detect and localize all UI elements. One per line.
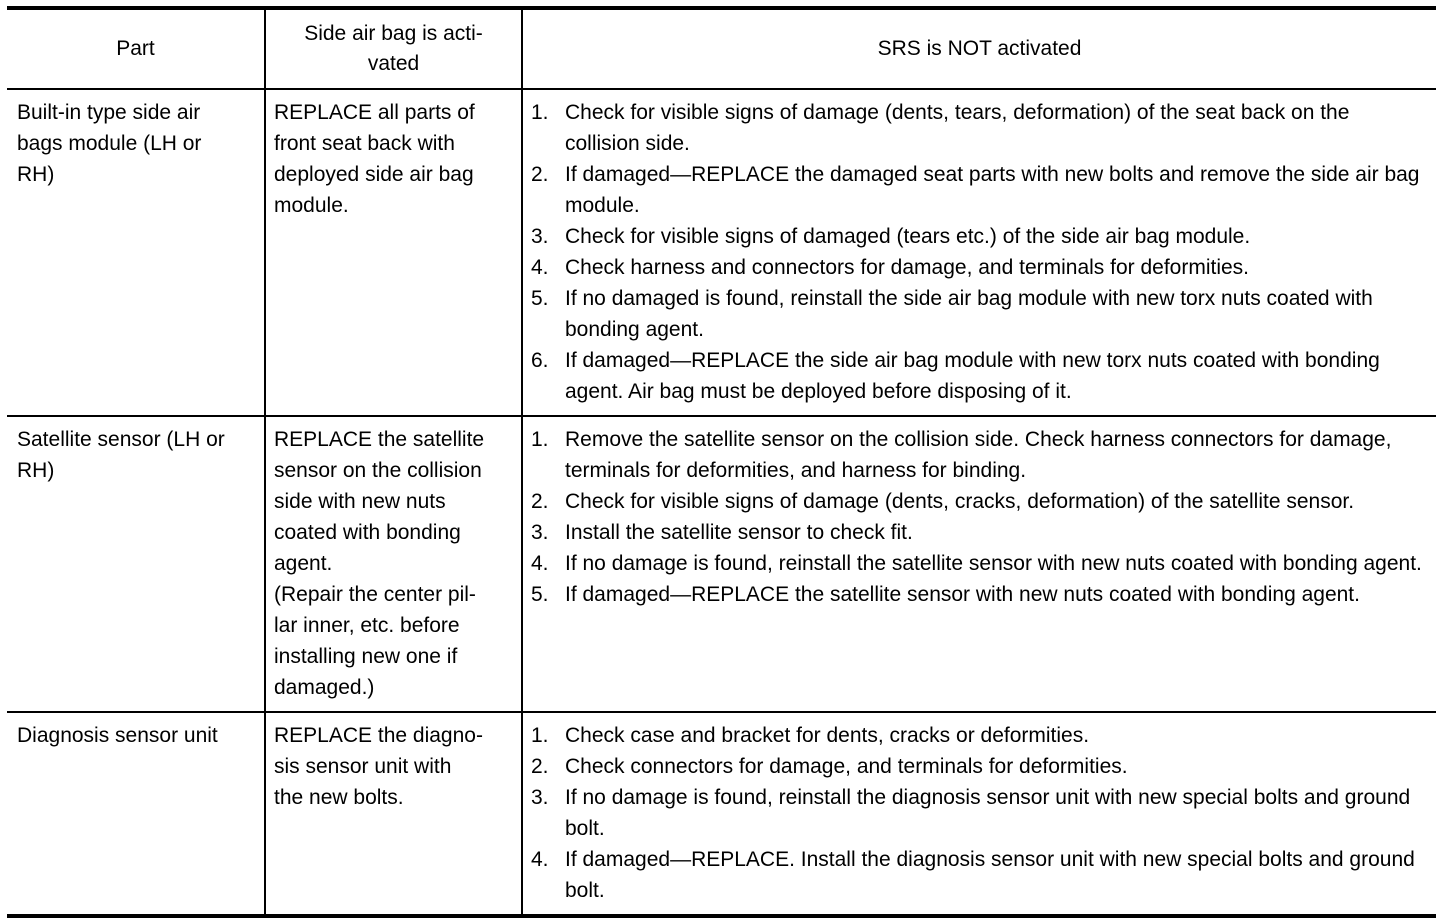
step-item — [531, 782, 1422, 844]
step-item — [531, 283, 1422, 345]
step-item — [531, 345, 1422, 407]
srs-inspection-table-container — [7, 6, 1436, 918]
part-line: bags module (LH or — [17, 132, 202, 155]
step-item — [531, 159, 1422, 221]
activated-line: REPLACE all parts of — [274, 101, 475, 124]
not-activated-cell — [522, 416, 1436, 712]
part-cell — [7, 416, 265, 712]
activated-line: (Repair the center pil- — [274, 583, 476, 606]
step-item — [531, 720, 1422, 751]
activated-line: agent. — [274, 552, 333, 575]
activated-line: REPLACE the satellite — [274, 428, 485, 451]
step-text: Check harness and connectors for damage, and terminals for deformities. — [565, 256, 1250, 279]
table-row-satellite-sensor — [7, 416, 1436, 712]
activated-line: deployed side air bag — [274, 163, 474, 186]
activated-line: sensor on the collision — [274, 459, 482, 482]
activated-line: the new bolts. — [274, 786, 404, 809]
step-number: 4. — [531, 256, 549, 279]
step-item — [531, 252, 1422, 283]
step-item — [531, 548, 1422, 579]
step-item — [531, 486, 1422, 517]
part-cell — [7, 89, 265, 416]
step-text: Install the satellite sensor to check fit. — [565, 521, 913, 544]
activated-cell — [265, 712, 522, 916]
step-number: 3. — [531, 521, 549, 544]
step-item — [531, 424, 1422, 486]
step-item — [531, 221, 1422, 252]
srs-inspection-table — [7, 6, 1436, 918]
step-number: 4. — [531, 552, 549, 575]
step-text: If no damage is found, reinstall the diagnosis sensor unit with new special bolts and ground bolt. — [565, 786, 1411, 840]
not-activated-cell — [522, 712, 1436, 916]
table-header — [7, 8, 1436, 89]
steps-list — [531, 720, 1422, 906]
step-number: 2. — [531, 490, 549, 513]
part-line: RH) — [17, 459, 55, 482]
activated-line: installing new one if — [274, 645, 458, 668]
step-text: If damaged—REPLACE. Install the diagnosis sensor unit with new special bolts and ground bolt. — [565, 848, 1415, 902]
table-body — [7, 89, 1436, 916]
step-text: Check for visible signs of damage (dents, tears, deformation) of the seat back on the collision side. — [565, 101, 1350, 155]
step-item — [531, 751, 1422, 782]
step-number: 2. — [531, 755, 549, 778]
activated-line: REPLACE the diagno- — [274, 724, 483, 747]
part-line: Diagnosis sensor unit — [17, 724, 218, 747]
activated-line: side with new nuts — [274, 490, 446, 513]
step-number: 3. — [531, 225, 549, 248]
step-text: Check connectors for damage, and terminals for deformities. — [565, 755, 1128, 778]
step-number: 5. — [531, 287, 549, 310]
step-text: If no damage is found, reinstall the satellite sensor with new nuts coated with bonding agent. — [565, 552, 1422, 575]
header-side-air-bag-activated — [265, 8, 522, 89]
step-item — [531, 97, 1422, 159]
header-activated-line: Side air bag is acti- — [304, 22, 483, 45]
step-text: Check for visible signs of damage (dents, cracks, deformation) of the satellite sensor. — [565, 490, 1355, 513]
step-text: If damaged—REPLACE the damaged seat parts with new bolts and remove the side air bag module. — [565, 163, 1420, 217]
step-number: 2. — [531, 163, 549, 186]
activated-line: coated with bonding — [274, 521, 461, 544]
activated-line: front seat back with — [274, 132, 455, 155]
part-cell — [7, 712, 265, 916]
step-number: 4. — [531, 848, 549, 871]
step-text: Check case and bracket for dents, cracks or deformities. — [565, 724, 1090, 747]
activated-cell — [265, 89, 522, 416]
header-part: Part — [7, 8, 265, 89]
activated-cell — [265, 416, 522, 712]
step-number: 5. — [531, 583, 549, 606]
step-text: If no damaged is found, reinstall the side air bag module with new torx nuts coated with bonding agent. — [565, 287, 1373, 341]
header-srs-not-activated: SRS is NOT activated — [522, 8, 1436, 89]
activated-line: damaged.) — [274, 676, 375, 699]
step-item — [531, 844, 1422, 906]
header-activated-line: vated — [367, 52, 420, 75]
not-activated-cell — [522, 89, 1436, 416]
part-line: RH) — [17, 163, 55, 186]
part-line: Built-in type side air — [17, 101, 201, 124]
step-number: 1. — [531, 101, 549, 124]
activated-line: sis sensor unit with — [274, 755, 452, 778]
step-number: 3. — [531, 786, 549, 809]
step-number: 1. — [531, 724, 549, 747]
header-row — [7, 8, 1436, 89]
steps-list — [531, 97, 1422, 407]
step-text: If damaged—REPLACE the side air bag module with new torx nuts coated with bonding agent. Air bag must be deployed before disposing of it. — [565, 349, 1380, 403]
step-item — [531, 579, 1422, 610]
activated-line: lar inner, etc. before — [274, 614, 460, 637]
step-text: Remove the satellite sensor on the collision side. Check harness connectors for damage, terminals for deformities, and harness for binding. — [565, 428, 1392, 482]
step-number: 1. — [531, 428, 549, 451]
step-text: If damaged—REPLACE the satellite sensor with new nuts coated with bonding agent. — [565, 583, 1360, 606]
steps-list — [531, 424, 1422, 610]
table-row-side-air-bag-module — [7, 89, 1436, 416]
table-row-diagnosis-sensor-unit — [7, 712, 1436, 916]
step-item — [531, 517, 1422, 548]
part-line: Satellite sensor (LH or — [17, 428, 225, 451]
activated-line: module. — [274, 194, 349, 217]
step-text: Check for visible signs of damaged (tears etc.) of the side air bag module. — [565, 225, 1251, 248]
step-number: 6. — [531, 349, 549, 372]
